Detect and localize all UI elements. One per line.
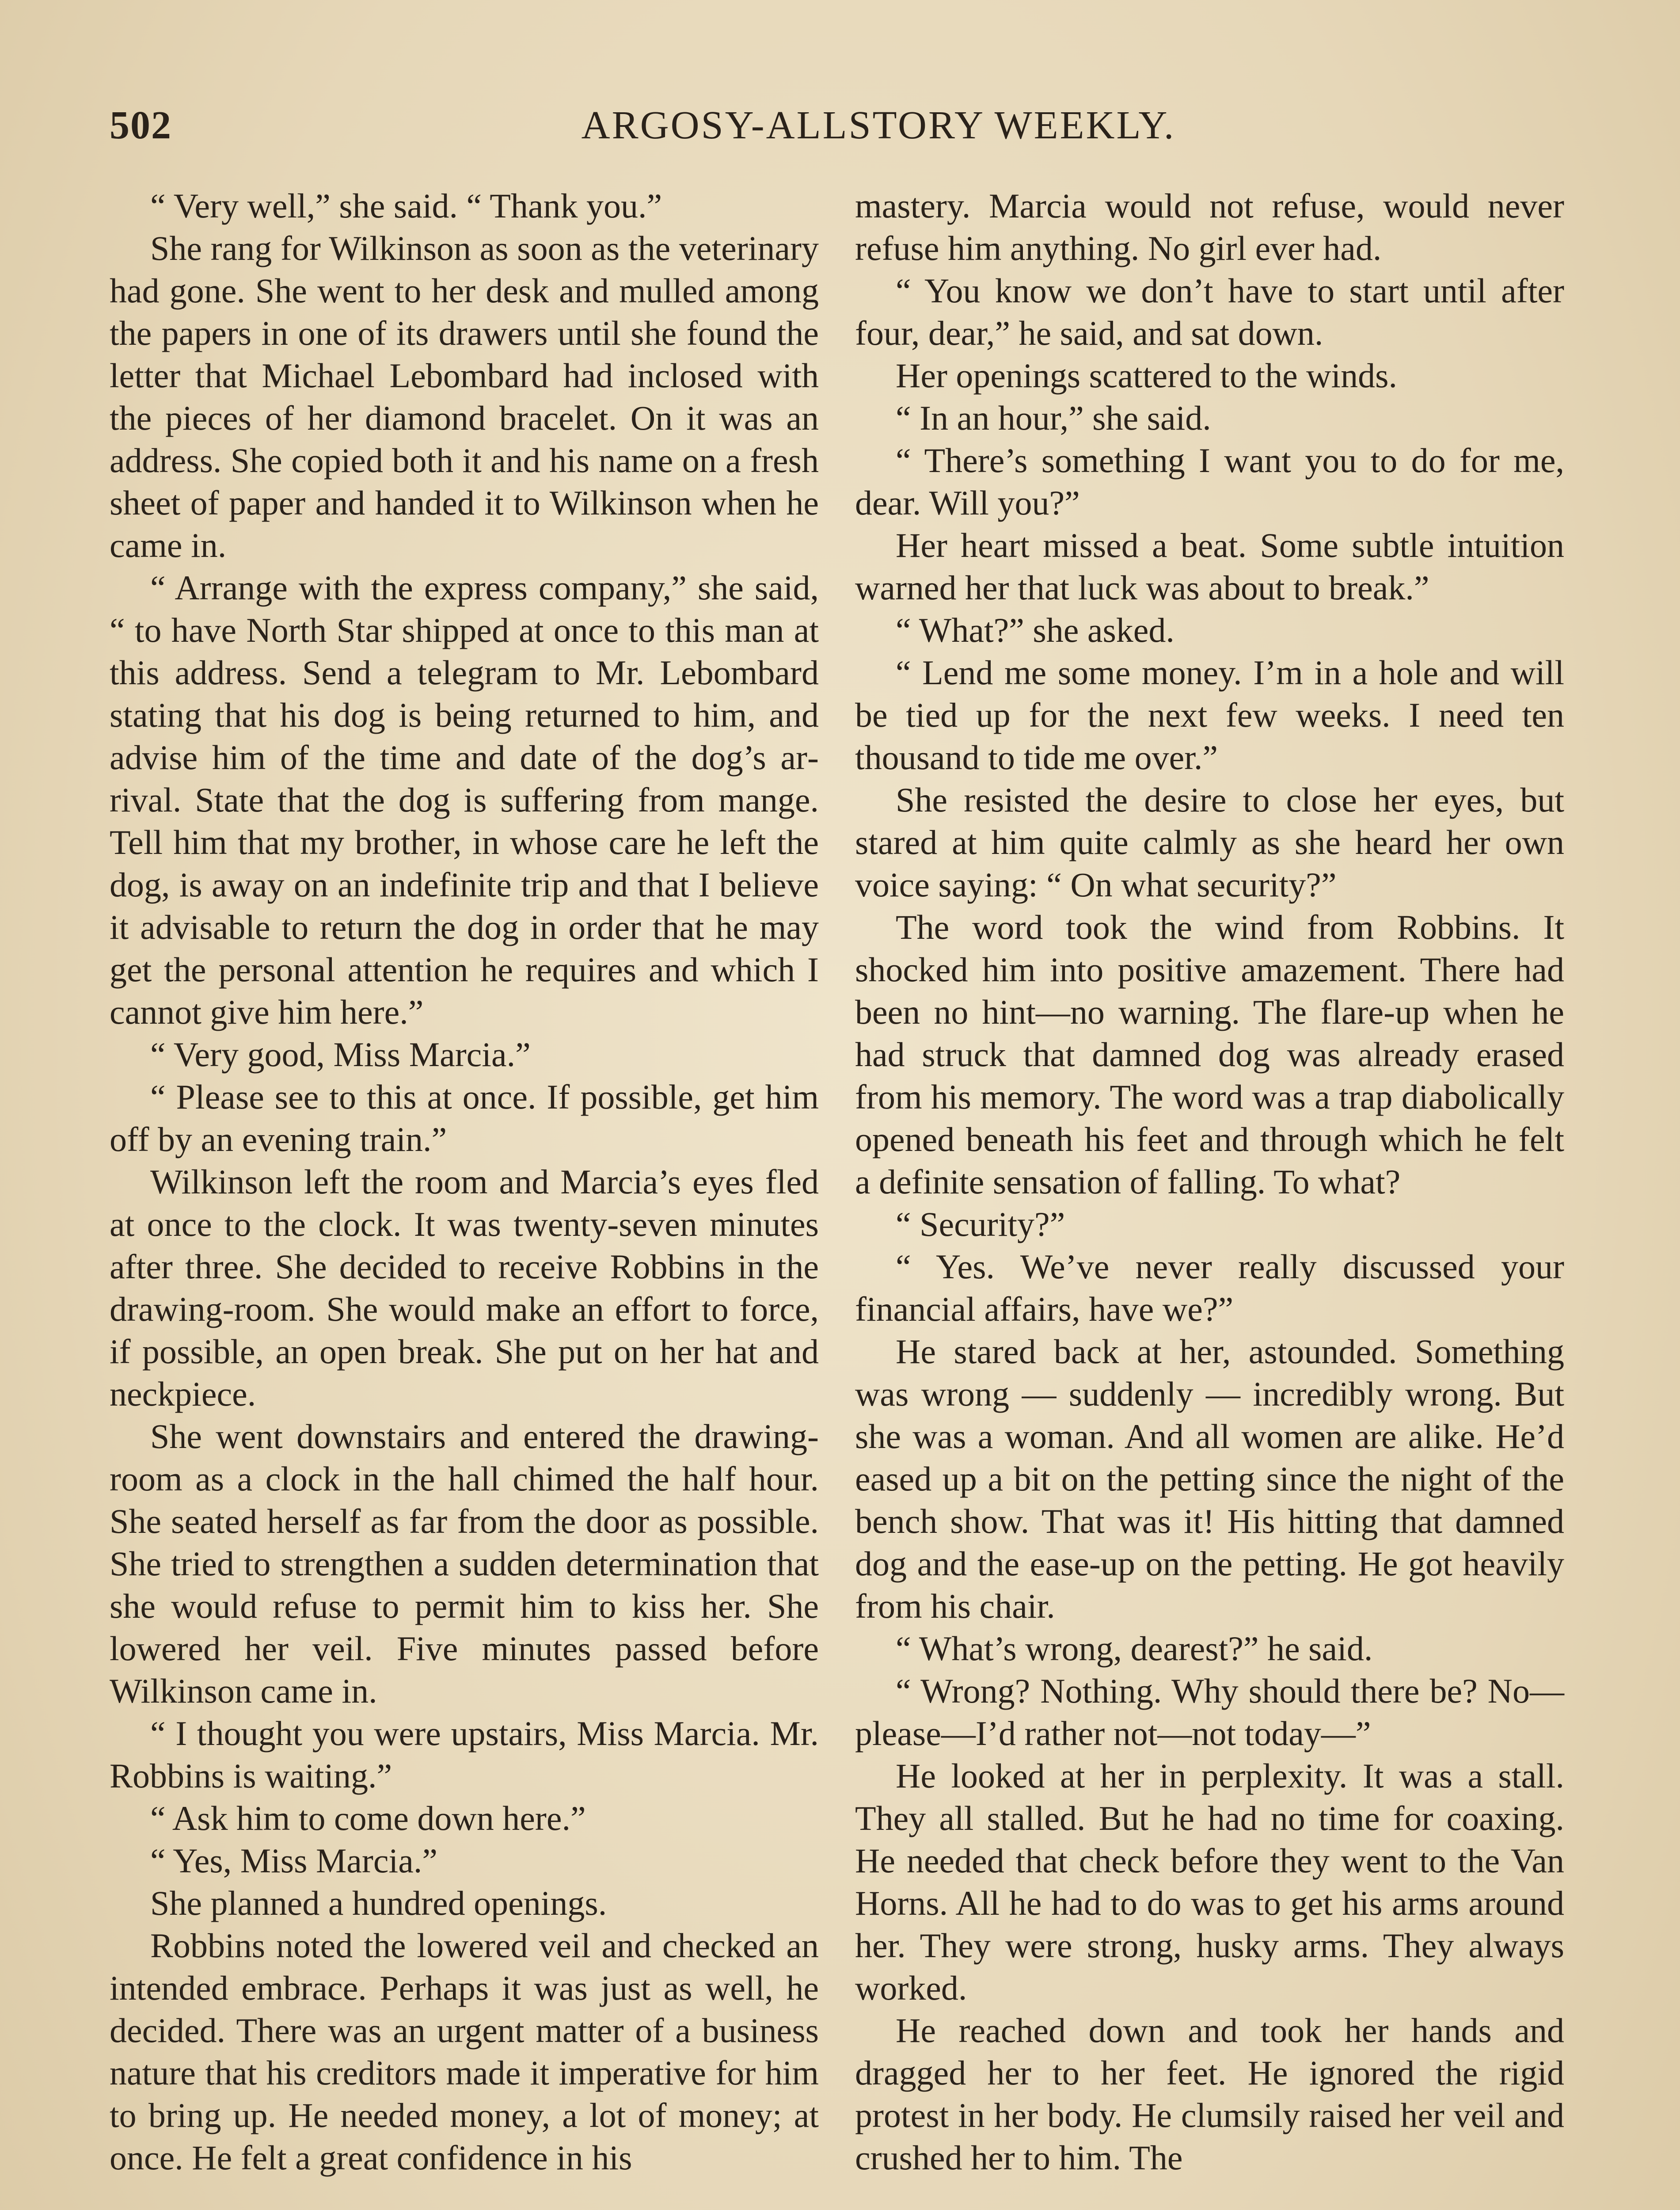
- paragraph: Robbins noted the lowered veil and checked an intended embrace. Perhaps it was just as well, he decided. There was an urgent matter of a business nature that his creditors made it imperative for him to bring up. He needed money, a lot of money; at once. He felt a great confidence in his: [110, 1926, 819, 2177]
- left-column: [110, 185, 819, 2179]
- paragraph: She planned a hundred openings.: [150, 1884, 607, 1922]
- paragraph: “ I thought you were upstairs, Miss Marcia. Mr. Robbins is waiting.”: [110, 1714, 819, 1795]
- running-title: ARGOSY-ALLSTORY WEEKLY.: [581, 103, 1176, 147]
- paragraph: “ What’s wrong, dearest?” he said.: [896, 1629, 1373, 1668]
- paragraph-continued: mastery. Marcia would not refuse, would never refuse him anything. No girl ever had.: [855, 187, 1564, 267]
- paragraph: He stared back at her, astounded. Something was wrong — suddenly — incredibly wrong. But she was a woman. And all women are alike. He’d eased up a bit on the petting since the night of the bench show. That was it! His hitting that damned dog and the ease-up on the petting. He got heavily from his chair.: [855, 1332, 1564, 1625]
- paragraph: “ Please see to this at once. If possible, get him off by an evening train.”: [110, 1078, 819, 1158]
- paragraph: “ You know we don’t have to start until after four, dear,” he said, and sat down.: [855, 271, 1564, 352]
- paragraph: “ Security?”: [896, 1205, 1065, 1243]
- paragraph: “ Very well,” she said. “ Thank you.”: [150, 187, 662, 225]
- paragraph: She rang for Wilkinson as soon as the veterinary had gone. She went to her desk and mulled among the papers in one of its drawers until she found the letter that Michael Lebombard had inclosed with the pieces of her diamond bracelet. On it was an address. She copied both it and his name on a fresh sheet of paper and handed it to Wilkinson when he came in.: [110, 229, 819, 564]
- paragraph: “ Arrange with the express company,” she said, “ to have North Star shipped at once to this man at this address. Send a telegram to Mr. Lebombard stating that his dog is being returned to him, and advise him of the time and date of the dog’s arrival. State that the dog is suffering from mange. Tell him that my brother, in whose care he left the dog, is away on an indefinite trip and that I believe it advisable to return the dog in order that he may get the personal attention he requires and which I cannot give him here.”: [110, 568, 819, 1031]
- paragraph: She went downstairs and entered the drawing-room as a clock in the hall chimed the half hour. She seated herself as far from the door as possible. She tried to strengthen a sudden determination that she would refuse to permit him to kiss her. She lowered her veil. Five minutes passed before Wilkinson came in.: [110, 1417, 819, 1710]
- paragraph: She resisted the desire to close her eyes, but stared at him quite calmly as she heard her own voice saying: “ On what security?”: [855, 781, 1564, 904]
- paragraph: “ Ask him to come down here.”: [150, 1799, 586, 1837]
- paragraph: “ Yes. We’ve never really discussed your financial affairs, have we?”: [855, 1247, 1564, 1328]
- paragraph: “ In an hour,” she said.: [896, 399, 1211, 437]
- paragraph: “ What?” she asked.: [896, 611, 1174, 649]
- paragraph: The word took the wind from Robbins. It shocked him into positive amazement. There had been no hint—no warning. The flare-up when he had struck that damned dog was already erased from his memory. The word was a trap diabolically opened beneath his feet and through which he felt a definite sensation of falling. To what?: [855, 908, 1564, 1201]
- paragraph: Her openings scattered to the winds.: [896, 356, 1398, 395]
- paragraph: Her heart missed a beat. Some subtle intuition warned her that luck was about to break.”: [855, 526, 1564, 607]
- paragraph: “ There’s something I want you to do for me, dear. Will you?”: [855, 441, 1564, 522]
- right-column: [855, 185, 1564, 2179]
- paragraph: “ Yes, Miss Marcia.”: [150, 1841, 437, 1880]
- page-number: 502: [110, 103, 172, 147]
- paragraph: He reached down and took her hands and dragged her to her feet. He ignored the rigid protest in her body. He clumsily raised her veil and crushed her to him. The: [855, 2011, 1564, 2177]
- paragraph: “ Lend me some money. I’m in a hole and will be tied up for the next few weeks. I need ten thousand to tide me over.”: [855, 653, 1564, 777]
- page-header: [110, 103, 1568, 156]
- paragraph: “ Very good, Miss Marcia.”: [150, 1035, 531, 1074]
- paragraph: “ Wrong? Nothing. Why should there be? No—please—I’d rather not—not today—”: [855, 1672, 1564, 1753]
- paragraph: Wilkinson left the room and Marcia’s eyes fled at once to the clock. It was twenty-seven minutes after three. She decided to receive Robbins in the drawing-room. She would make an effort to force, if possible, an open break. She put on her hat and neckpiece.: [110, 1162, 819, 1413]
- paragraph: He looked at her in perplexity. It was a stall. They all stalled. But he had no time for coaxing. He needed that check before they went to the Van Horns. All he had to do was to get his arms around her. They were strong, husky arms. They always worked.: [855, 1757, 1564, 2007]
